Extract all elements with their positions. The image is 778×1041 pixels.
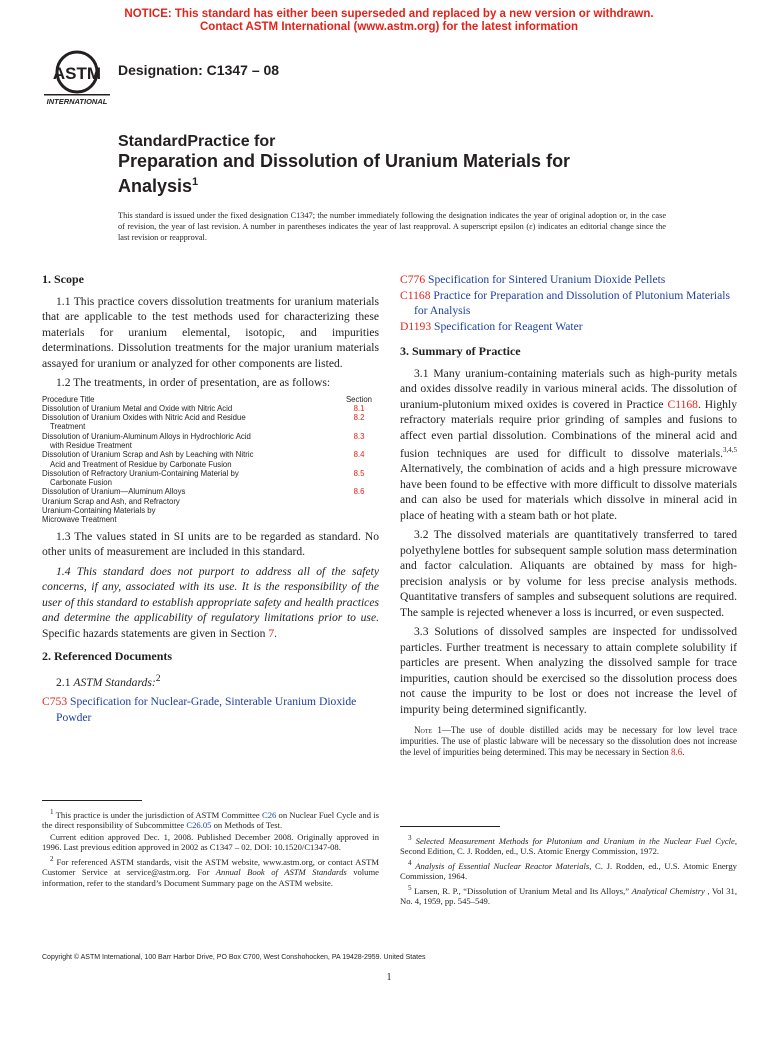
footnote-refs-3-4-5[interactable]: 3,4,5 <box>723 446 737 454</box>
footnote-divider <box>400 826 500 827</box>
section-8-6-link[interactable]: 8.6 <box>671 747 683 758</box>
reference-title-link[interactable]: Specification for Sintered Uranium Dioxide Pellets <box>428 273 666 286</box>
table-row: Uranium Scrap and Ash, and Refractory <box>42 496 180 506</box>
table-row: Dissolution of Uranium Metal and Oxide with Nitric Acid 8.1 <box>42 404 379 413</box>
section-1-heading: 1. Scope <box>42 272 84 286</box>
reference-item <box>400 319 737 335</box>
section-header: Section <box>345 394 372 404</box>
withdrawn-notice <box>0 8 778 34</box>
c1168-link[interactable]: C1168 <box>667 397 698 411</box>
footnote-4: $^4$ Analysis of Essential Nuclear Reactor Materials, C. J. Rodden, ed., U.S. Atomic Energy Commission, 1964. <box>400 858 737 882</box>
reference-list-cont <box>400 272 737 334</box>
footnote-ref-2[interactable]: 2 <box>155 672 161 684</box>
reference-code-link[interactable]: C776 <box>400 273 426 286</box>
page-number: 1 <box>386 972 392 983</box>
table-row: Dissolution of Uranium-Aluminum Alloys in Hydrochloric Acid with Residue Treatment 8.3 <box>42 432 379 451</box>
section-2-heading: 2. Referenced Documents <box>42 649 173 664</box>
section-7-link[interactable]: 7 <box>268 626 275 640</box>
notice-line-2: Contact ASTM International (www.astm.org) for the latest information <box>199 21 579 33</box>
reference-code-link[interactable]: C1168 <box>400 288 431 302</box>
right-column <box>400 272 737 758</box>
astm-logo <box>44 50 110 106</box>
reference-title-link[interactable]: Practice for Preparation and Dissolution of Plutonium Materials for Analysis <box>414 288 730 317</box>
title-line-2: Preparation and Dissolution of Uranium Materials for <box>118 151 571 171</box>
procedure-title-header: Procedure Title <box>42 394 95 404</box>
para-3-2: 3.2 The dissolved materials are quantitatively transferred to tared polyethylene bottles for subsequent sample solution mass determination and factor calculation. Aliquants are obtained by mass for high-precision analysis or by volume for less precise analysis methods. Quantitative transfers of samples and subsequent solutions are required. The sample is rejected whenever a loss is incurred, or even suspected. <box>400 528 737 619</box>
para-1-1: 1.1 This practice covers dissolution treatments for uranium materials that are applicable to the test methods used for characterizing these materials for uranium elemental, isotopic, and impurities determinations. Dissolution treatments for the major uranium materials assayed for uranium or analyzed for other components are listed. <box>42 294 379 370</box>
logo-text: INTERNATIONAL <box>46 97 108 106</box>
title-footnote-ref[interactable]: 1 <box>192 176 199 188</box>
para-3-1: 3.1 Many uranium-containing materials such as high-purity metals and oxides dissolve readily in various mineral acids. The dissolution of uranium-plutonium mixed oxides is covered in Practice C1168. Highly refractory materials require prior grinding of samples and fusions to affect even partial dissolution. Combinations of the mineral acid and fusion techniques are used for difficult to dissolve materials.$^{3,4,5}$ Alternatively, the combination of acids and a high pressure microwave have been found to be effective with more difficult to dissolve materials and can also be used for materials which dissolve in mineral acid in place of heating with a steam bath or hot plate. <box>400 366 737 522</box>
reference-title-link[interactable]: Specification for Reagent Water <box>434 319 583 333</box>
reference-list <box>42 694 379 725</box>
copyright: Copyright © ASTM International, 100 Barr Harbor Drive, PO Box C700, West Conshohocken, PA 19428-2959. United States <box>42 954 426 961</box>
para-2-1: 2.1 ASTM Standards:$^2$ <box>56 672 161 689</box>
section-link[interactable]: 8.6 <box>353 487 365 497</box>
table-row: Uranium-Containing Materials by <box>42 506 156 516</box>
footnote-5: $^5$ Larsen, R. P., “Dissolution of Uranium Metal and Its Alloys,” Analytical Chemistry , Vol 31, No. 4, 1959, pp. 545–549. <box>400 883 737 907</box>
designation: Designation: C1347 – 08 <box>118 62 280 78</box>
table-row: Dissolution of Uranium—Aluminum Alloys 8.6 <box>42 487 379 496</box>
reference-title-link[interactable]: Specification for Nuclear-Grade, Sinterable Uranium Dioxide Powder <box>56 695 357 724</box>
procedure-table-header <box>42 395 379 404</box>
reference-code-link[interactable]: D1193 <box>400 319 432 333</box>
title-line-3: Analysis$^1$ <box>118 176 199 196</box>
reference-item <box>400 288 737 319</box>
reference-item <box>42 694 379 725</box>
table-row: Microwave Treatment <box>42 515 117 525</box>
title-line-1: StandardPractice for <box>118 133 276 150</box>
note-1: Note 1—The use of double distilled acids may be necessary for low level trace impurities. The use of plastic labware will be necessary so the dissolution does not increase the level of impurities being determined. This may be necessary in Section 8.6. <box>400 725 737 758</box>
footnote-edition: Current edition approved Dec. 1, 2008. Published December 2008. Originally approved in 1996. Last previous edition approved in 2002 as C1347 – 02. DOI: 10.1520/C1347-08. <box>42 831 379 853</box>
para-1-2: 1.2 The treatments, in order of presentation, are as follows: <box>56 376 331 389</box>
c26-05-link[interactable]: C26.05 <box>186 820 212 831</box>
para-1-4: 1.4 This standard does not purport to address all of the safety concerns, if any, associated with its use. It is the responsibility of the user of this standard to establish appropriate safety and health practices and determine the applicability of regulatory limitations prior to use. Specific hazards statements are given in Section 7. <box>42 564 379 640</box>
footnote-3: $^3$ Selected Measurement Methods for Plutonium and Uranium in the Nuclear Fuel Cycle, Second Edition, C. J. Rodden, ed., U.S. Atomic Energy Commission, 1972. <box>400 834 737 857</box>
section-link[interactable]: 8.2 <box>353 413 365 423</box>
reference-code-link[interactable]: C753 <box>42 695 68 709</box>
para-1-3: 1.3 The values stated in SI units are to be regarded as standard. No other units of measurement are included in this standard. <box>42 529 379 559</box>
procedure-table <box>42 395 379 525</box>
reference-item <box>400 272 737 288</box>
section-link[interactable]: 8.1 <box>353 403 365 413</box>
document-title <box>118 132 570 197</box>
c26-link[interactable]: C26 <box>261 809 277 820</box>
table-row: Dissolution of Refractory Uranium-Containing Material by Carbonate Fusion 8.5 <box>42 469 379 488</box>
section-link[interactable]: 8.4 <box>353 450 365 460</box>
footnote-divider <box>42 800 142 801</box>
notice-line-1: NOTICE: This standard has either been superseded and replaced by a new version or withdrawn. <box>124 8 654 20</box>
section-3-heading: 3. Summary of Practice <box>400 344 521 358</box>
table-row: Dissolution of Uranium Scrap and Ash by Leaching with Nitric Acid and Treatment of Residue by Carbonate Fusion 8.4 <box>42 450 379 469</box>
section-link[interactable]: 8.5 <box>353 468 365 478</box>
astm-logo-icon <box>44 50 110 106</box>
left-column <box>42 272 379 725</box>
footnotes-left <box>42 800 379 889</box>
table-row: Dissolution of Uranium Oxides with Nitric Acid and Residue Treatment 8.2 <box>42 413 379 432</box>
issued-note: This standard is issued under the fixed designation C1347; the number immediately following the designation indicates the year of original adoption or, in the case of revision, the year of last revision. A number in parentheses indicates the year of last reapproval. A superscript epsilon (ε) indicates an editorial change since the last revision or reapproval. <box>118 211 666 242</box>
para-3-3: 3.3 Solutions of dissolved samples are inspected for undissolved particles. Further treatment is necessary to attain complete solubility if particles are present. When analyzing the dissolved sample for trace impurities, caution should be exercised so the dissolution process does not cause the impurity to be lost or does not increase the level of impurity being determined significantly. <box>400 625 737 716</box>
footnote-2: $^2$ For referenced ASTM standards, visit the ASTM website, www.astm.org, or contact ASTM Customer Service at service@astm.org. For Annual Book of ASTM Standards volume information, refer to the standard’s Document Summary page on the ASTM website. <box>42 854 380 888</box>
footnote-1: $^1$ This practice is under the jurisdiction of ASTM Committee C26 on Nuclear Fuel Cycle and is the direct responsibility of Subcommittee C26.05 on Methods of Test. <box>42 808 379 831</box>
logo-mark: ASTM <box>52 64 102 83</box>
section-link[interactable]: 8.3 <box>353 431 365 441</box>
footnotes-right <box>400 826 737 908</box>
